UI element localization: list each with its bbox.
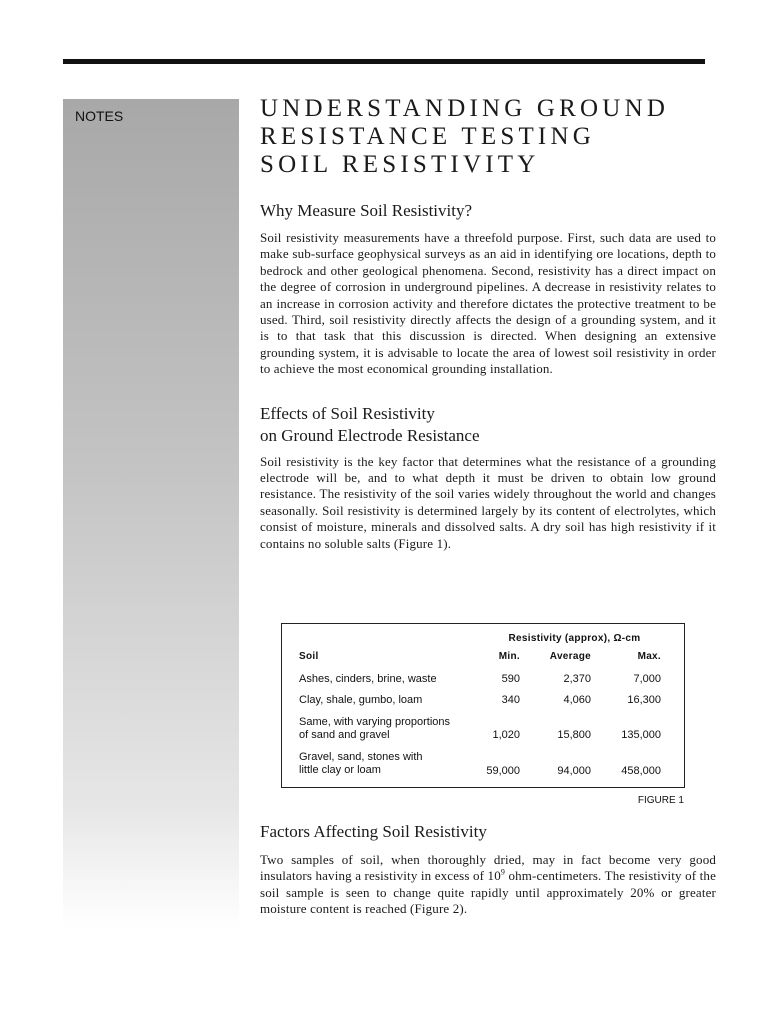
factors-heading: Factors Affecting Soil Resistivity: [260, 822, 487, 841]
table-row-1-min: 590: [501, 673, 520, 685]
table-row-3-soil-line-1: Same, with varying proportions: [299, 716, 451, 728]
table-row-4-soil-line-2: little clay or loam: [299, 764, 381, 776]
why-paragraph: Soil resistivity measurements have a threefold purpose. First, such data are used to make sub-surface geophysical surveys as an aid in identifying ore locations, depth to bedrock and other geological phenomena. Second, resistivity has a direct impact on the degree of corrosion in underground pipelines. A decrease in resistivity relates to an increase in corrosion activity and therefore dictates the protective treatment to be used. Third, soil resistivity directly affects the design of a grounding system, and it is to that task that this discussion is directed. When designing an extensive grounding system, it is advisable to locate the area of lowest soil resistivity in order to achieve the most economical grounding installation.: [260, 230, 716, 377]
table-group-header: Resistivity (approx), Ω-cm: [508, 633, 641, 644]
table-row-1-soil-line-1: Ashes, cinders, brine, waste: [299, 673, 437, 685]
table-row-3-soil: [299, 716, 484, 742]
table-row-3-max: 135,000: [621, 729, 661, 741]
table-row-4-soil-line-1: Gravel, sand, stones with: [299, 751, 423, 763]
table-row-4-average: 94,000: [557, 765, 591, 777]
table-row-2-min: 340: [501, 694, 520, 706]
title-line-3: SOIL RESISTIVITY: [260, 151, 540, 178]
factors-section: [260, 821, 716, 918]
table-row-3-min: 1,020: [492, 729, 520, 741]
notes-label: NOTES: [75, 108, 124, 124]
notes-sidebar: [63, 99, 239, 929]
col-header-soil: Soil: [299, 651, 319, 662]
effects-paragraph: Soil resistivity is the key factor that determines what the resistance of a grounding electrode will be, and to what depth it must be driven to obtain low ground resistance. The resistivity of the soil varies widely throughout the world and changes seasonally. Soil resistivity is determined largely by its content of electrolytes, which consist of moisture, minerals and dissolved salts. A dry soil has high resistivity if it contains no soluble salts (Figure 1).: [260, 453, 716, 551]
effects-heading-line-1: Effects of Soil Resistivity: [260, 403, 435, 423]
table-row-2-soil-line-1: Clay, shale, gumbo, loam: [299, 694, 423, 706]
col-header-max: Max.: [637, 651, 661, 662]
top-rule: [63, 59, 705, 64]
col-header-average: Average: [549, 651, 591, 662]
figure-1-label: FIGURE 1: [637, 795, 684, 806]
table-row-1-max: 7,000: [633, 673, 661, 685]
table-row-1-average: 2,370: [563, 673, 591, 685]
why-heading: Why Measure Soil Resistivity?: [260, 201, 473, 220]
table-row-4-min: 59,000: [486, 765, 520, 777]
factors-text-part-1: Two samples of soil, when thoroughly dried, may in fact become very good insulators having a resistivity in excess of 10: [260, 852, 716, 884]
table-row-3-average: 15,800: [557, 729, 591, 741]
title-line-1: UNDERSTANDING GROUND: [260, 95, 670, 122]
factors-exponent: 9: [500, 868, 506, 878]
resistivity-table: [281, 623, 685, 788]
factors-text-part-2: ohm-centimeters. The resistivity of the soil sample is seen to change quite rapidly until approximately 20% or greater moisture content is reached (Figure 2).: [260, 868, 716, 917]
effects-heading: [260, 403, 716, 447]
page-title: [260, 95, 716, 179]
col-header-min: Min.: [498, 651, 520, 662]
title-line-2: RESISTANCE TESTING: [260, 123, 595, 150]
table-row-2-average: 4,060: [563, 694, 591, 706]
table-row-4-max: 458,000: [621, 765, 661, 777]
table-row-4-soil: [299, 751, 484, 777]
main-content: [260, 95, 716, 552]
table-row-2-max: 16,300: [627, 694, 661, 706]
effects-heading-line-2: on Ground Electrode Resistance: [260, 425, 480, 445]
factors-paragraph: [260, 852, 716, 918]
table-row-2-soil: [299, 694, 484, 707]
table-row-3-soil-line-2: of sand and gravel: [299, 729, 390, 741]
table-row-1-soil: [299, 673, 484, 686]
